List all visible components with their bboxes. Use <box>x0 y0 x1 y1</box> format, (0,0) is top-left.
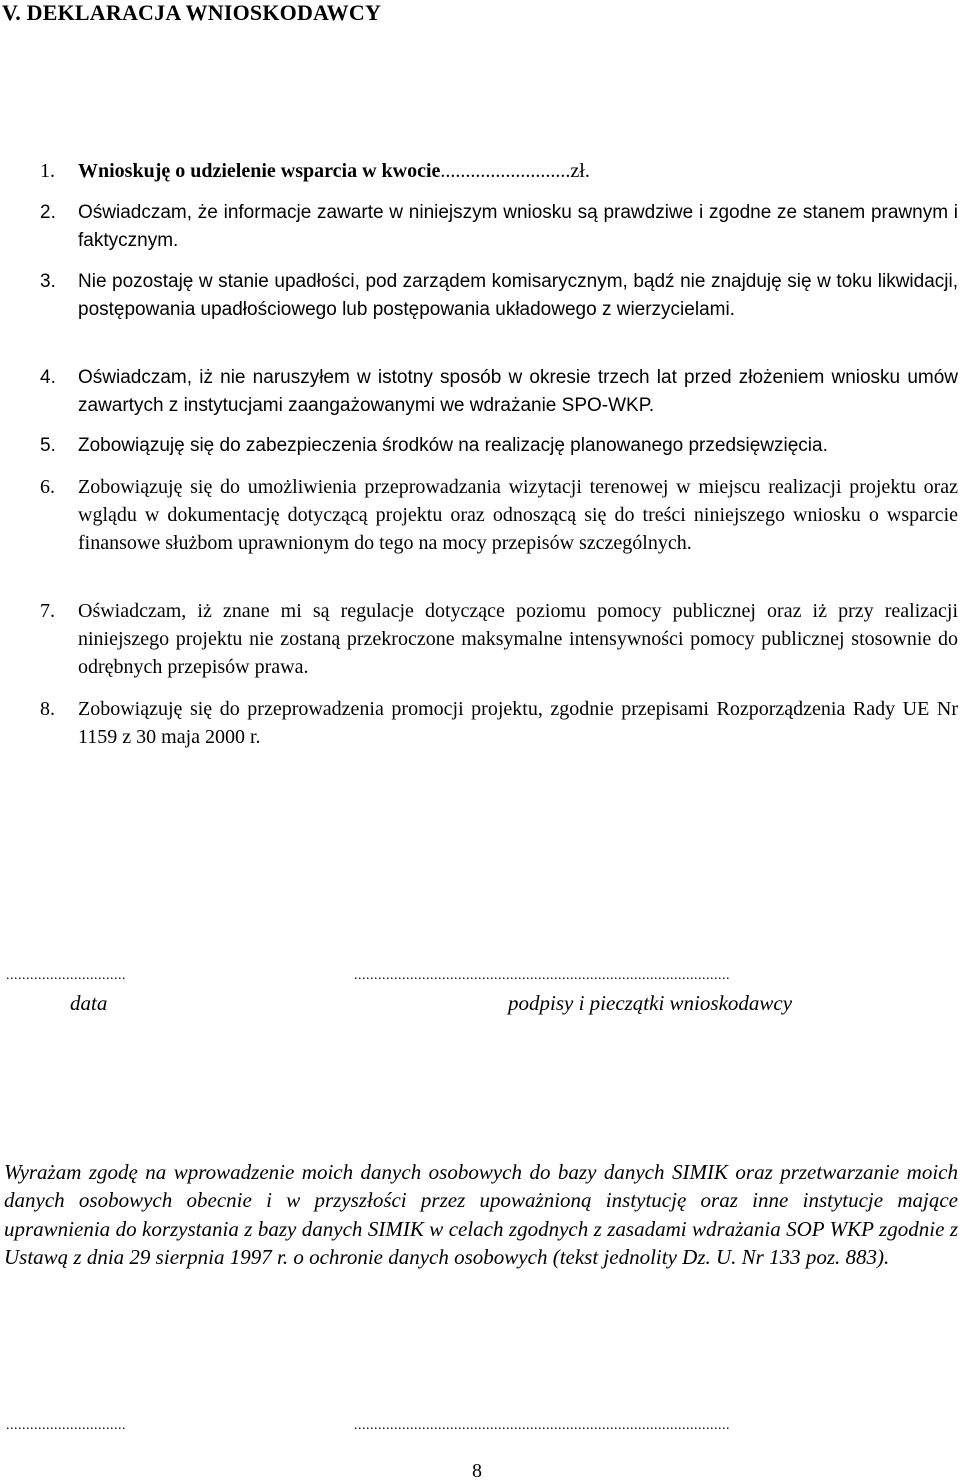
page-number: 8 <box>472 1460 482 1482</box>
declaration-item-5 <box>40 432 958 460</box>
section-heading: V. DEKLARACJA WNIOSKODAWCY <box>2 0 382 25</box>
item-number: 7. <box>40 600 55 622</box>
item-text: Oświadczam, iż nie naruszyłem w istotny sposób w okresie trzech lat przed złożeniem wniosku umów zawartych z instytucjami zaangażowanymi we wdrażanie SPO-WKP. <box>78 367 958 416</box>
item-number: 5. <box>40 435 56 456</box>
signature-field-2[interactable]: .............................................................................................. <box>354 1418 730 1433</box>
declaration-item-3 <box>40 268 958 324</box>
item-text: Zobowiązuję się do zabezpieczenia środków na realizację planowanego przedsięwzięcia. <box>78 435 828 456</box>
item-label: Wnioskuję o udzielenie wsparcia w kwocie <box>78 160 441 182</box>
data-consent-text: Wyrażam zgodę na wprowadzenie moich danych osobowych do bazy danych SIMIK oraz przetwarzanie moich danych osobowych obecnie i w przyszłości przez upoważnioną instytucję oraz inne instytucje mające uprawnienia do korzystania z bazy danych SIMIK w celach zgodnych z zasadami wdrażania SOP WKP zgodnie z Ustawą z dnia 29 sierpnia 1997 r. o ochronie danych osobowych (tekst jednolity Dz. U. Nr 133 poz. 883). <box>4 1160 958 1270</box>
signature-label: podpisy i pieczątki wnioskodawcy <box>508 991 793 1015</box>
signature-field-1[interactable]: .............................................................................................. <box>354 968 730 983</box>
date-field-1[interactable]: .............................. <box>6 968 126 983</box>
item-number: 1. <box>40 160 55 182</box>
date-label: data <box>70 991 108 1015</box>
date-field-2[interactable]: .............................. <box>6 1418 126 1433</box>
item-number: 4. <box>40 367 56 388</box>
declaration-item-7 <box>40 597 958 681</box>
item-text: Oświadczam, że informacje zawarte w niniejszym wniosku są prawdziwe i zgodne ze stanem prawnym i faktycznym. <box>78 202 958 251</box>
item-number: 6. <box>40 476 55 498</box>
item-number: 3. <box>40 271 56 292</box>
item-text: Zobowiązuję się do umożliwienia przeprowadzania wizytacji terenowej w miejscu realizacji projektu oraz wglądu w dokumentację dotyczącą projektu oraz odnoszącą się do treści niniejszego wniosku o wsparcie finansowe służbom uprawnionym do tego na mocy przepisów szczególnych. <box>78 476 958 554</box>
item-text: Oświadczam, iż znane mi są regulacje dotyczące poziomu pomocy publicznej oraz iż przy realizacji niniejszego projektu nie zostaną przekroczone maksymalne intensywności pomocy publicznej stosownie do odrębnych przepisów prawa. <box>78 600 958 678</box>
declaration-item-4 <box>40 364 958 420</box>
item-number: 8. <box>40 698 55 720</box>
amount-field[interactable]: ..........................zł. <box>440 160 590 182</box>
declaration-item-6 <box>40 473 958 557</box>
declaration-item-2 <box>40 199 958 255</box>
declaration-item-1 <box>40 157 958 185</box>
item-text: Zobowiązuję się do przeprowadzenia promocji projektu, zgodnie przepisami Rozporządzenia Rady UE Nr 1159 z 30 maja 2000 r. <box>78 698 958 748</box>
declaration-item-8 <box>40 695 958 751</box>
item-text <box>78 157 958 185</box>
item-number: 2. <box>40 202 56 223</box>
item-text: Nie pozostaję w stanie upadłości, pod zarządem komisarycznym, bądź nie znajduję się w toku likwidacji, postępowania upadłościowego lub postępowania układowego z wierzycielami. <box>78 271 958 320</box>
